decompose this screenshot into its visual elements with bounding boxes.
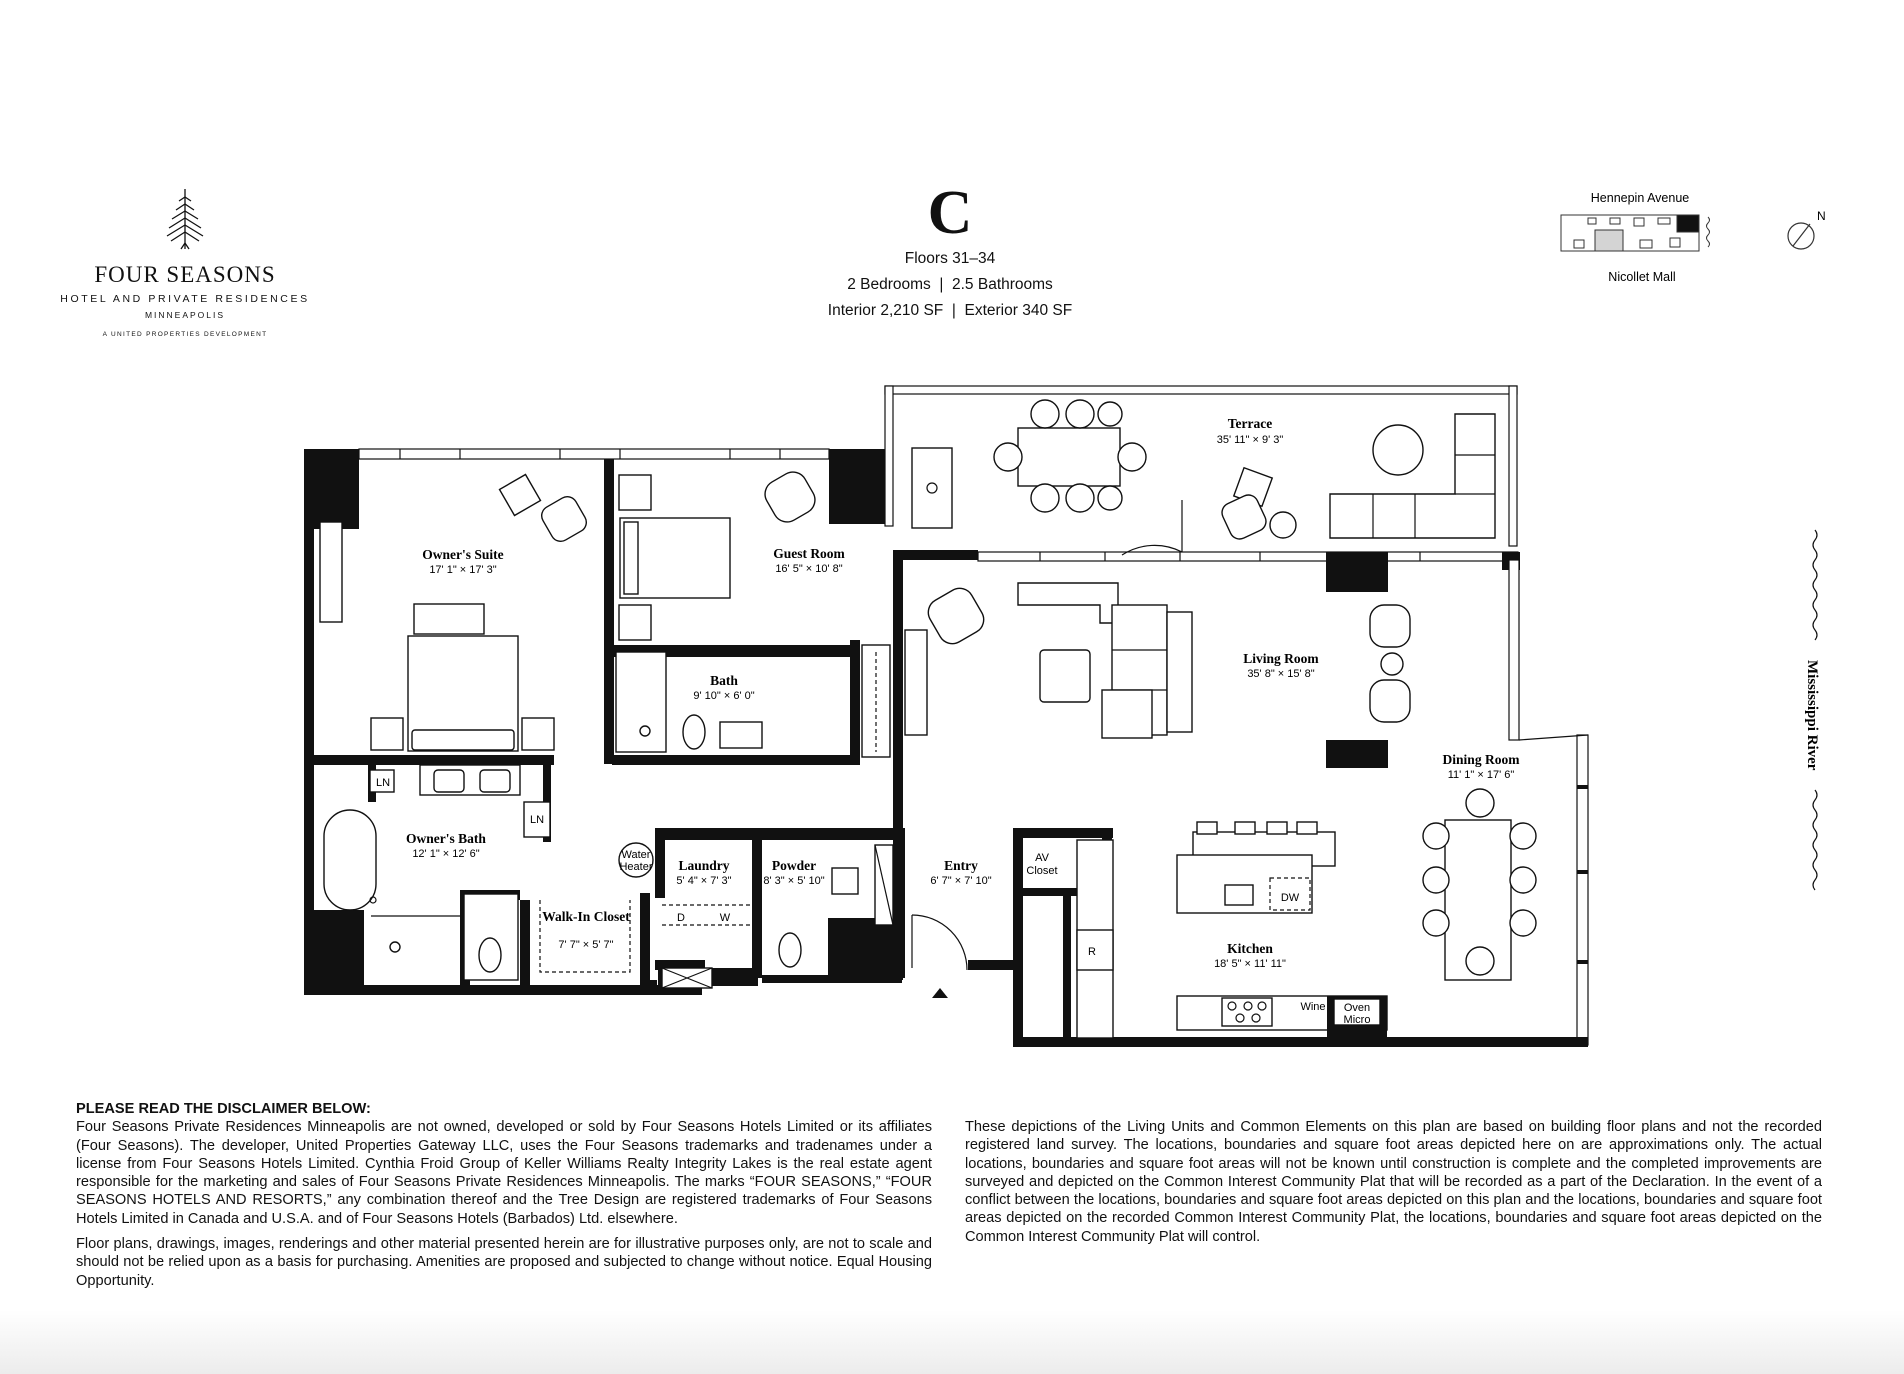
wine-label: Wine — [1300, 1001, 1326, 1013]
water-heater-label: Water — [621, 849, 651, 861]
logo-developer: A UNITED PROPERTIES DEVELOPMENT — [102, 331, 268, 338]
disclaimer-paragraph: These depictions of the Living Units and Common Elements on this plan are based on building floor plans and not the recorded registered land survey. The locations, boundaries and square foot areas depicted here on are approximations only. The actual locations, boundaries and square foot areas will not be known until construction is complete and the completed improvements are surveyed and depicted on the Common Interest Community Plat that will be recorded as a part of the Declaration. In the event of a conflict between the locations, boundaries and square foot areas depicted on this plan and the locations, boundaries and square foot areas depicted on the recorded Common Interest Community Plat, the locations, boundaries and square foot areas depicted on the Common Interest Community Plat will control. — [965, 1119, 1822, 1245]
dryer-label: D — [677, 912, 685, 924]
room-name: Terrace — [1227, 416, 1273, 431]
room-size: 16' 5" × 10' 8" — [775, 563, 843, 575]
terrace-area — [885, 386, 1517, 546]
disclaimer-paragraph: Floor plans, drawings, images, renderings and other material presented herein are for illustrative purposes only, are not to scale and should not be relied upon as a basis for purchasing. Amenities are proposed and subjected to change without notice. Equal Housing Opportunity. — [76, 1236, 932, 1289]
room-size: 17' 1" × 17' 3" — [429, 564, 497, 576]
disclaimer-left — [76, 1100, 932, 1297]
linen-closet-label: LN — [375, 777, 391, 789]
unit-rooms: 2 Bedrooms | 2.5 Bathrooms — [847, 276, 1053, 293]
fridge-label: R — [1088, 946, 1096, 958]
floor-plan — [290, 375, 1850, 1065]
room-name: Bath — [710, 673, 738, 688]
tree-icon — [155, 185, 215, 255]
unit-header — [760, 180, 1140, 324]
logo-tagline: HOTEL AND PRIVATE RESIDENCES — [60, 293, 310, 305]
av-closet-label: AV — [1035, 852, 1049, 864]
dining-room-furniture — [1423, 789, 1536, 980]
room-name: Walk-In Closet — [542, 909, 630, 924]
room-name: Kitchen — [1227, 941, 1273, 956]
room-size: 9' 10" × 6' 0" — [693, 690, 755, 702]
av-closet-label: Closet — [1026, 865, 1058, 877]
washer-label: W — [719, 912, 731, 924]
river-label — [1804, 530, 1820, 890]
room-name: Dining Room — [1442, 752, 1520, 767]
room-name: Owner's Suite — [422, 547, 504, 562]
room-size: 12' 1" × 12' 6" — [412, 848, 480, 860]
room-size: 7' 7" × 5' 7" — [558, 939, 614, 951]
room-name: Entry — [944, 858, 978, 873]
unit-name: C — [927, 179, 973, 247]
water-heater-label: Heater — [619, 861, 653, 873]
room-name: Powder — [771, 858, 817, 873]
keyplan-bottom-street: Nicollet Mall — [1608, 270, 1676, 284]
room-size: 6' 7" × 7' 10" — [930, 875, 992, 887]
oven-label: Micro — [1343, 1014, 1371, 1026]
north-arrow-icon — [1788, 223, 1814, 249]
key-plan — [1530, 180, 1850, 290]
logo-city: MINNEAPOLIS — [144, 310, 226, 320]
oven-label: Oven — [1343, 1002, 1371, 1014]
room-name: Guest Room — [773, 546, 845, 561]
room-name: Living Room — [1243, 651, 1319, 666]
river-name: Mississippi River — [1804, 660, 1820, 771]
dishwasher-label: DW — [1280, 892, 1300, 904]
keyplan-top-street: Hennepin Avenue — [1590, 191, 1690, 205]
unit-area: Interior 2,210 SF | Exterior 340 SF — [827, 302, 1073, 319]
room-name: Owner's Bath — [406, 831, 486, 846]
page-bottom-edge — [0, 1310, 1904, 1374]
keyplan-building — [1561, 215, 1699, 251]
room-size: 11' 1" × 17' 6" — [1447, 769, 1515, 781]
room-name: Laundry — [678, 858, 730, 873]
disclaimer-heading: PLEASE READ THE DISCLAIMER BELOW: — [76, 1101, 371, 1117]
room-size: 5' 4" × 7' 3" — [676, 875, 732, 887]
room-size: 18' 5" × 11' 11" — [1214, 958, 1286, 970]
room-size: 35' 8" × 15' 8" — [1247, 668, 1315, 680]
room-size: 8' 3" × 5' 10" — [763, 875, 825, 887]
disclaimer-right — [965, 1118, 1822, 1253]
disclaimer-paragraph: Four Seasons Private Residences Minneapolis are not owned, developed or sold by Four Seasons Hotels Limited or its affiliates (Four Seasons). The developer, United Properties Gateway LLC, uses the Four Seasons trademarks and tradenames under a license from Four Seasons Hotels Limited. Cynthia Froid Group of Keller Williams Realty Integrity Lakes is the real estate agent responsible for the marketing and sales of Four Seasons Private Residences Minneapolis. The marks “FOUR SEASONS,” “FOUR SEASONS HOTELS AND RESORTS,” any combination thereof and the Tree Design are registered trademarks of Four Seasons Hotels Limited in Canada and U.S.A. and of Four Seasons Hotels (Barbados) Ltd. elsewhere. — [76, 1119, 932, 1227]
room-size: 35' 11" × 9' 3" — [1216, 434, 1284, 446]
linen-closet-label: LN — [529, 814, 545, 826]
kitchen-fixtures — [1077, 822, 1387, 1038]
unit-floors: Floors 31–34 — [904, 250, 996, 267]
four-seasons-logo — [60, 185, 310, 338]
north-label: N — [1817, 209, 1826, 223]
logo-brand: FOUR SEASONS — [94, 262, 276, 287]
